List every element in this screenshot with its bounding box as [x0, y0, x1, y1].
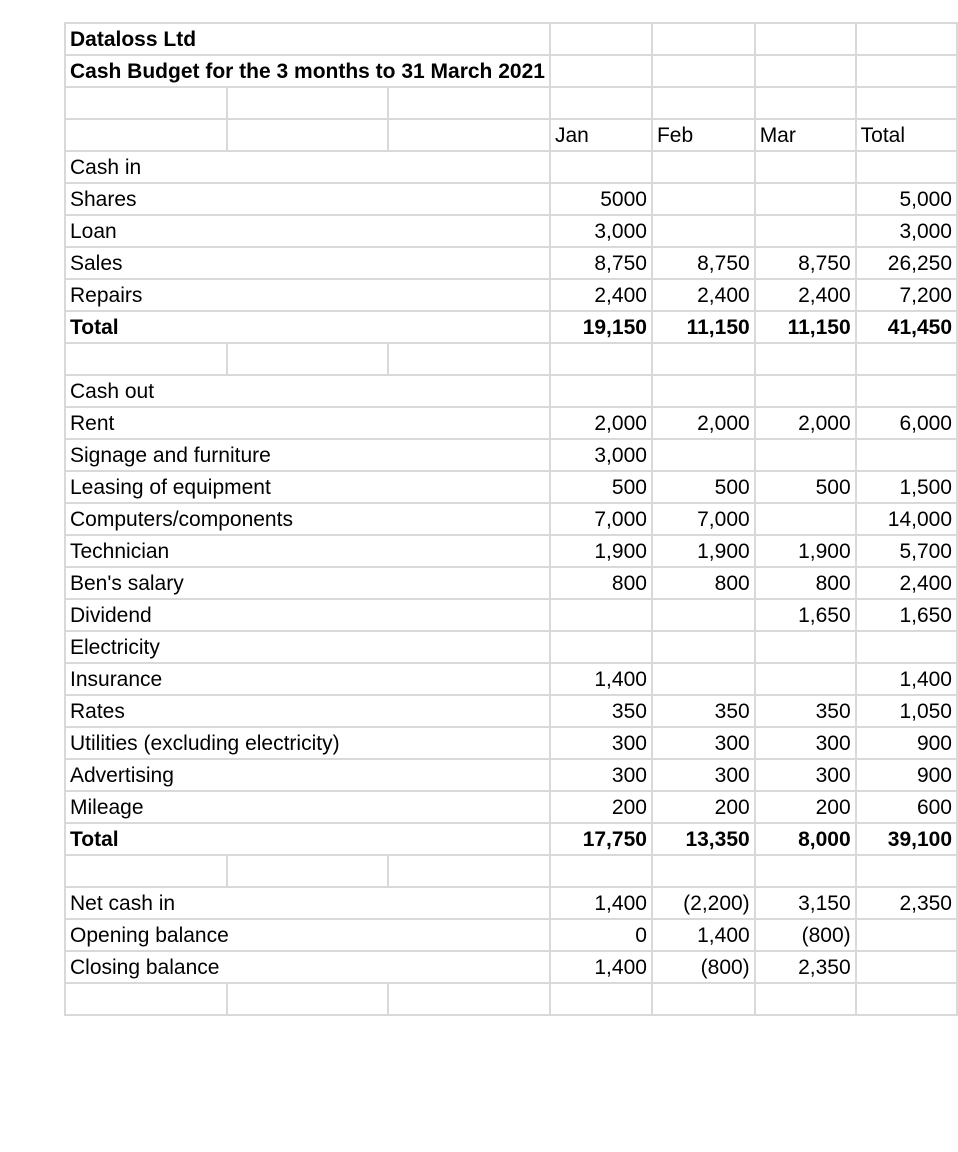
value-cell[interactable]: 1,650 — [856, 599, 957, 631]
value-cell[interactable]: 0 — [550, 919, 652, 951]
table-row — [65, 759, 957, 791]
table-row — [65, 215, 957, 247]
value-cell[interactable]: 8,750 — [755, 247, 856, 279]
value-cell[interactable]: (800) — [755, 919, 856, 951]
row-label[interactable]: Rent — [65, 407, 550, 439]
table-row — [65, 567, 957, 599]
row-label[interactable]: Closing balance — [65, 951, 550, 983]
value-cell[interactable]: 1,900 — [755, 535, 856, 567]
empty-cell[interactable] — [550, 23, 652, 55]
value-cell[interactable]: 8,750 — [652, 247, 755, 279]
value-cell[interactable]: 2,400 — [652, 279, 755, 311]
value-cell[interactable]: 26,250 — [856, 247, 957, 279]
value-cell[interactable] — [652, 631, 755, 663]
value-cell[interactable] — [652, 439, 755, 471]
row-label[interactable]: Opening balance — [65, 919, 550, 951]
value-cell[interactable]: 300 — [550, 759, 652, 791]
value-cell[interactable] — [550, 599, 652, 631]
value-cell[interactable]: 1,400 — [550, 951, 652, 983]
value-cell[interactable]: 1,650 — [755, 599, 856, 631]
empty-row — [65, 343, 957, 375]
value-cell[interactable] — [856, 919, 957, 951]
total-row — [65, 311, 957, 343]
value-cell[interactable]: 2,400 — [550, 279, 652, 311]
column-header[interactable]: Mar — [755, 119, 856, 151]
value-cell[interactable]: 7,000 — [652, 503, 755, 535]
empty-cell[interactable] — [856, 343, 957, 375]
table-row — [65, 407, 957, 439]
sheet-title[interactable]: Cash Budget for the 3 months to 31 March 2021 — [65, 55, 550, 87]
value-cell[interactable]: 19,150 — [550, 311, 652, 343]
value-cell[interactable]: 300 — [550, 727, 652, 759]
empty-cell[interactable] — [550, 855, 652, 887]
value-cell[interactable] — [856, 951, 957, 983]
company-name[interactable]: Dataloss Ltd — [65, 23, 550, 55]
table-row — [65, 599, 957, 631]
empty-cell[interactable] — [755, 375, 856, 407]
empty-cell[interactable] — [856, 23, 957, 55]
value-cell[interactable] — [550, 631, 652, 663]
value-cell[interactable]: 350 — [755, 695, 856, 727]
row-label[interactable]: Signage and furniture — [65, 439, 550, 471]
row-label[interactable]: Advertising — [65, 759, 550, 791]
empty-row — [65, 87, 957, 119]
value-cell[interactable]: 200 — [652, 791, 755, 823]
value-cell[interactable] — [755, 215, 856, 247]
empty-cell[interactable] — [550, 87, 652, 119]
total-row — [65, 823, 957, 855]
empty-cell[interactable] — [856, 983, 957, 1015]
empty-cell[interactable] — [65, 119, 227, 151]
value-cell[interactable]: 6,000 — [856, 407, 957, 439]
value-cell[interactable]: 500 — [652, 471, 755, 503]
empty-cell[interactable] — [755, 151, 856, 183]
value-cell[interactable]: 300 — [652, 759, 755, 791]
empty-cell[interactable] — [227, 855, 388, 887]
empty-cell[interactable] — [856, 151, 957, 183]
table-row — [65, 535, 957, 567]
row-label[interactable]: Utilities (excluding electricity) — [65, 727, 550, 759]
value-cell[interactable] — [755, 631, 856, 663]
value-cell[interactable]: 5,700 — [856, 535, 957, 567]
value-cell[interactable]: 200 — [550, 791, 652, 823]
empty-cell[interactable] — [550, 151, 652, 183]
empty-cell[interactable] — [755, 855, 856, 887]
value-cell[interactable]: 300 — [755, 727, 856, 759]
empty-cell[interactable] — [65, 87, 227, 119]
row-label[interactable]: Computers/components — [65, 503, 550, 535]
value-cell[interactable]: (800) — [652, 951, 755, 983]
row-label[interactable]: Leasing of equipment — [65, 471, 550, 503]
value-cell[interactable]: 500 — [755, 471, 856, 503]
empty-cell[interactable] — [550, 983, 652, 1015]
value-cell[interactable]: 2,000 — [652, 407, 755, 439]
table-row — [65, 279, 957, 311]
value-cell[interactable]: 200 — [755, 791, 856, 823]
value-cell[interactable]: 1,900 — [652, 535, 755, 567]
empty-cell[interactable] — [65, 343, 227, 375]
empty-cell[interactable] — [550, 375, 652, 407]
empty-cell[interactable] — [550, 55, 652, 87]
empty-cell[interactable] — [755, 23, 856, 55]
empty-cell[interactable] — [388, 119, 550, 151]
empty-cell[interactable] — [652, 87, 755, 119]
empty-cell[interactable] — [388, 983, 550, 1015]
row-label[interactable]: Loan — [65, 215, 550, 247]
empty-cell[interactable] — [227, 87, 388, 119]
summary-row — [65, 919, 957, 951]
value-cell[interactable]: 300 — [652, 727, 755, 759]
value-cell[interactable]: 350 — [652, 695, 755, 727]
empty-cell[interactable] — [652, 55, 755, 87]
empty-cell[interactable] — [856, 87, 957, 119]
empty-row — [65, 855, 957, 887]
value-cell[interactable] — [652, 663, 755, 695]
empty-cell[interactable] — [388, 87, 550, 119]
value-cell[interactable]: 3,000 — [550, 439, 652, 471]
row-label[interactable]: Technician — [65, 535, 550, 567]
value-cell[interactable]: 1,400 — [856, 663, 957, 695]
empty-cell[interactable] — [652, 151, 755, 183]
empty-cell[interactable] — [652, 23, 755, 55]
value-cell[interactable] — [755, 503, 856, 535]
value-cell[interactable]: 8,000 — [755, 823, 856, 855]
value-cell[interactable]: 41,450 — [856, 311, 957, 343]
empty-row — [65, 983, 957, 1015]
table-row — [65, 247, 957, 279]
value-cell[interactable]: 7,000 — [550, 503, 652, 535]
section-label-cash-out[interactable]: Cash out — [65, 375, 550, 407]
row-label[interactable]: Net cash in — [65, 887, 550, 919]
table-row — [65, 727, 957, 759]
empty-cell[interactable] — [856, 855, 957, 887]
column-header[interactable]: Feb — [652, 119, 755, 151]
empty-cell[interactable] — [652, 343, 755, 375]
value-cell[interactable] — [652, 599, 755, 631]
table-row — [65, 439, 957, 471]
cash-budget-sheet — [64, 22, 958, 1016]
value-cell[interactable]: 2,400 — [856, 567, 957, 599]
header-row — [65, 119, 957, 151]
empty-cell[interactable] — [550, 343, 652, 375]
row-label[interactable]: Sales — [65, 247, 550, 279]
value-cell[interactable]: 13,350 — [652, 823, 755, 855]
value-cell[interactable] — [856, 631, 957, 663]
table-row — [65, 791, 957, 823]
value-cell[interactable]: 2,000 — [755, 407, 856, 439]
column-header[interactable]: Jan — [550, 119, 652, 151]
empty-cell[interactable] — [652, 375, 755, 407]
value-cell[interactable]: 1,050 — [856, 695, 957, 727]
table-row — [65, 695, 957, 727]
value-cell[interactable] — [755, 663, 856, 695]
value-cell[interactable]: 800 — [755, 567, 856, 599]
company-name-row — [65, 23, 957, 55]
value-cell[interactable]: 3,000 — [550, 215, 652, 247]
empty-cell[interactable] — [388, 855, 550, 887]
value-cell[interactable]: 300 — [755, 759, 856, 791]
value-cell[interactable]: 900 — [856, 727, 957, 759]
value-cell[interactable]: 1,400 — [550, 887, 652, 919]
value-cell[interactable]: 1,400 — [550, 663, 652, 695]
value-cell[interactable]: 600 — [856, 791, 957, 823]
row-label[interactable]: Total — [65, 311, 550, 343]
value-cell[interactable]: 2,350 — [755, 951, 856, 983]
value-cell[interactable]: 2,350 — [856, 887, 957, 919]
empty-cell[interactable] — [755, 343, 856, 375]
value-cell[interactable]: 5,000 — [856, 183, 957, 215]
value-cell[interactable]: 3,000 — [856, 215, 957, 247]
section-label-cash-in[interactable]: Cash in — [65, 151, 550, 183]
empty-cell[interactable] — [388, 343, 550, 375]
empty-cell[interactable] — [856, 375, 957, 407]
row-label[interactable]: Rates — [65, 695, 550, 727]
empty-cell[interactable] — [755, 87, 856, 119]
value-cell[interactable]: 1,500 — [856, 471, 957, 503]
table-row — [65, 503, 957, 535]
empty-cell[interactable] — [652, 983, 755, 1015]
row-label[interactable]: Insurance — [65, 663, 550, 695]
value-cell[interactable]: 350 — [550, 695, 652, 727]
value-cell[interactable]: 1,900 — [550, 535, 652, 567]
value-cell[interactable] — [755, 439, 856, 471]
empty-cell[interactable] — [227, 119, 388, 151]
empty-cell[interactable] — [227, 983, 388, 1015]
value-cell[interactable] — [652, 183, 755, 215]
value-cell[interactable]: 7,200 — [856, 279, 957, 311]
empty-cell[interactable] — [652, 855, 755, 887]
value-cell[interactable]: 11,150 — [755, 311, 856, 343]
table-row — [65, 631, 957, 663]
column-header[interactable]: Total — [856, 119, 957, 151]
value-cell[interactable] — [755, 183, 856, 215]
row-label[interactable]: Electricity — [65, 631, 550, 663]
value-cell[interactable]: 500 — [550, 471, 652, 503]
empty-cell[interactable] — [65, 983, 227, 1015]
row-label[interactable]: Ben's salary — [65, 567, 550, 599]
table-row — [65, 471, 957, 503]
value-cell[interactable]: 17,750 — [550, 823, 652, 855]
value-cell[interactable]: 800 — [652, 567, 755, 599]
table-row — [65, 663, 957, 695]
value-cell[interactable] — [856, 439, 957, 471]
value-cell[interactable]: 800 — [550, 567, 652, 599]
row-label[interactable]: Mileage — [65, 791, 550, 823]
row-label[interactable]: Shares — [65, 183, 550, 215]
empty-cell[interactable] — [227, 343, 388, 375]
value-cell[interactable]: 3,150 — [755, 887, 856, 919]
value-cell[interactable]: 5000 — [550, 183, 652, 215]
table-row — [65, 183, 957, 215]
value-cell[interactable]: 2,000 — [550, 407, 652, 439]
value-cell[interactable]: (2,200) — [652, 887, 755, 919]
value-cell[interactable]: 900 — [856, 759, 957, 791]
empty-cell[interactable] — [856, 55, 957, 87]
section-label-cash-in-row — [65, 151, 957, 183]
empty-cell[interactable] — [755, 55, 856, 87]
value-cell[interactable]: 8,750 — [550, 247, 652, 279]
row-label[interactable]: Dividend — [65, 599, 550, 631]
value-cell[interactable]: 39,100 — [856, 823, 957, 855]
sheet-title-row — [65, 55, 957, 87]
value-cell[interactable] — [652, 215, 755, 247]
row-label[interactable]: Repairs — [65, 279, 550, 311]
row-label[interactable]: Total — [65, 823, 550, 855]
section-label-cash-out-row — [65, 375, 957, 407]
empty-cell[interactable] — [65, 855, 227, 887]
value-cell[interactable]: 1,400 — [652, 919, 755, 951]
value-cell[interactable]: 11,150 — [652, 311, 755, 343]
summary-row — [65, 887, 957, 919]
empty-cell[interactable] — [755, 983, 856, 1015]
value-cell[interactable]: 2,400 — [755, 279, 856, 311]
value-cell[interactable]: 14,000 — [856, 503, 957, 535]
summary-row — [65, 951, 957, 983]
